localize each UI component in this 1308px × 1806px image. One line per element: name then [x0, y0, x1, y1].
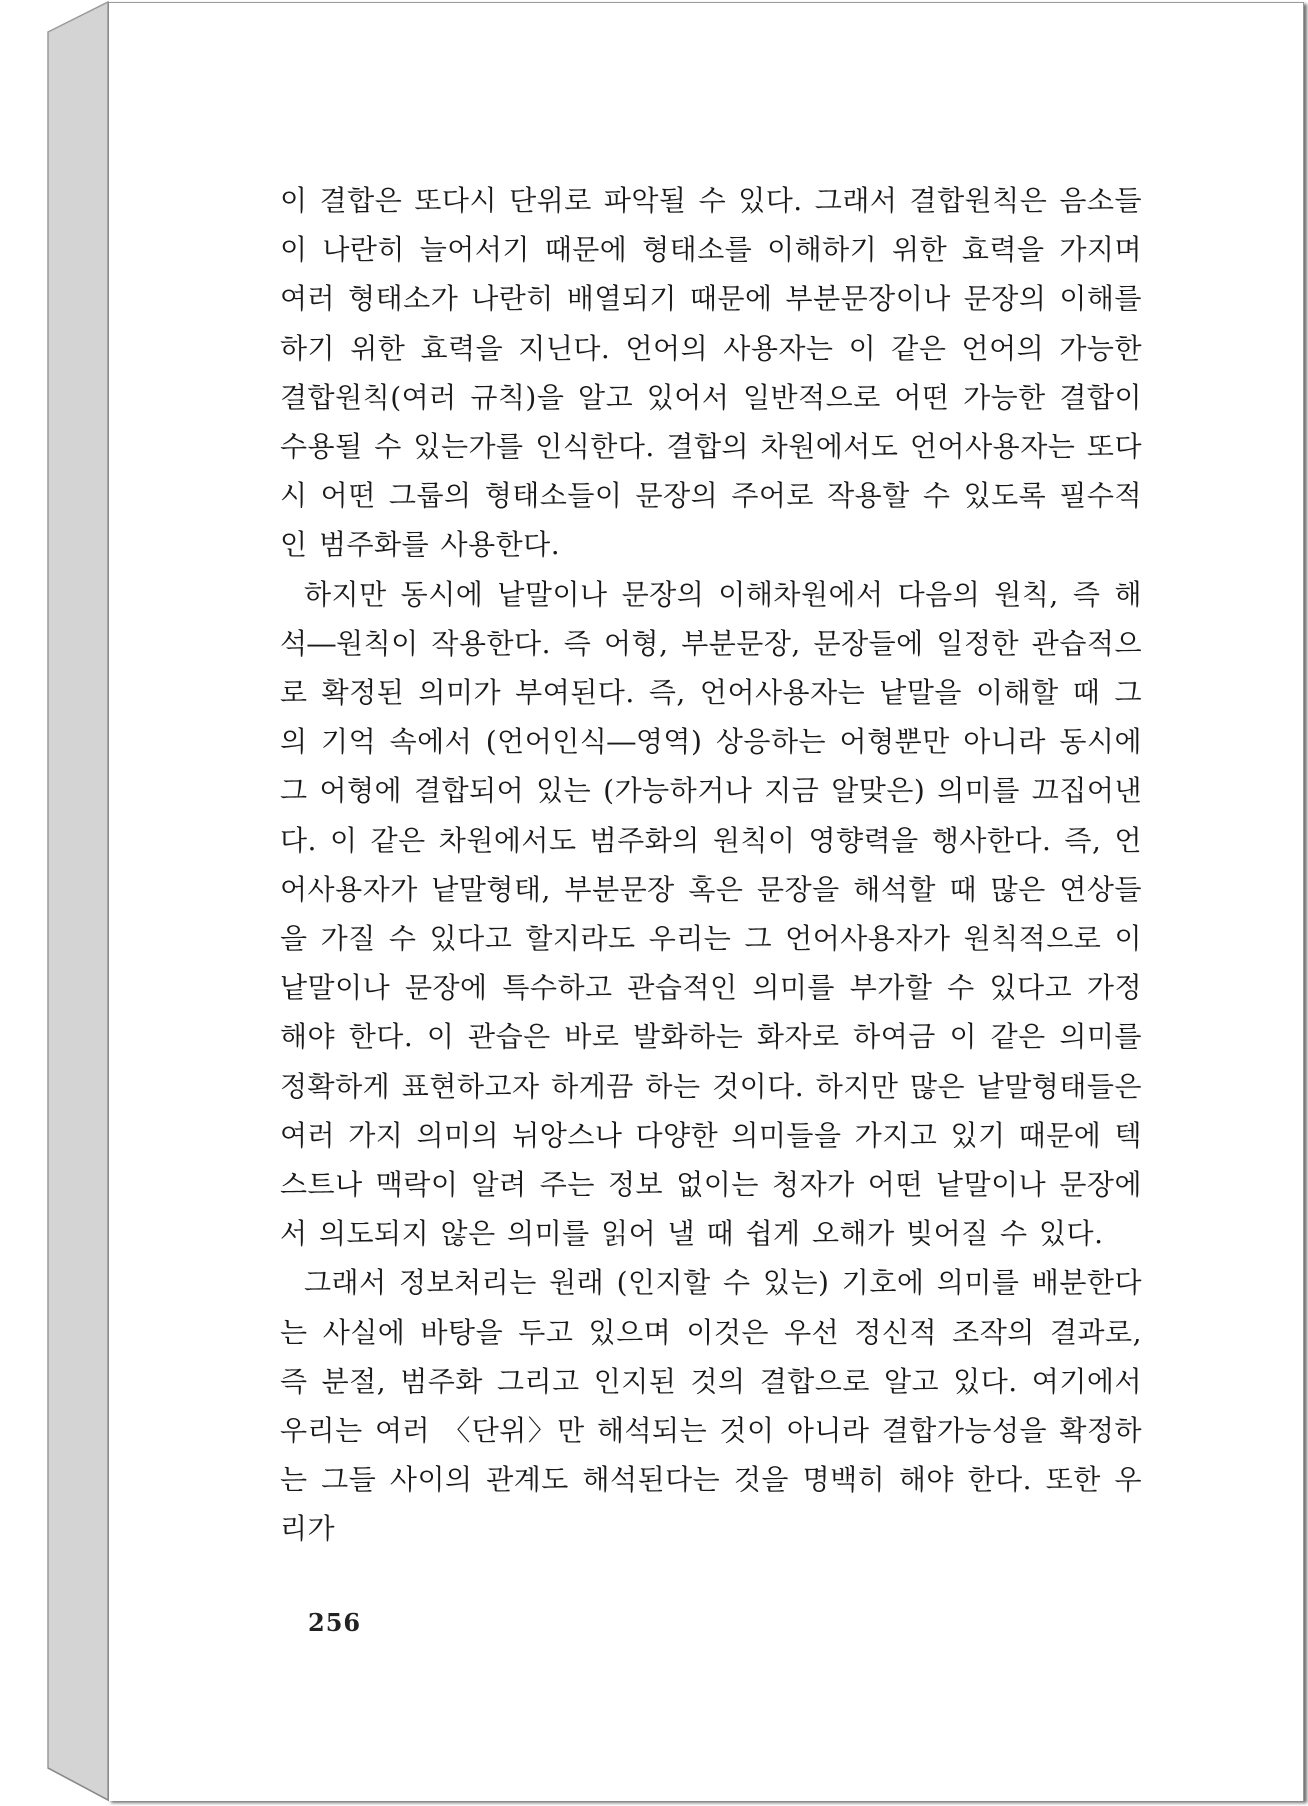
paragraph-3: 그래서 정보처리는 원래 (인지할 수 있는) 기호에 의미를 배분한다는 사실에 바탕을 두고 있으며 이것은 우선 정신적 조작의 결과로, 즉 분절, 범주화 그리고 인지된 것의 결합으로 알고 있다. 여기에서 우리는 여러 〈단위〉만 해석되는 것이 아니라 결합가능성을 확정하는 그들 사이의 관계도 해석된다는 것을 명백히 해야 한다. 또한 우리가 — [280, 1266, 1142, 1546]
spine-face — [48, 2, 108, 1800]
page-body — [280, 176, 1142, 1554]
paragraph-2: 하지만 동시에 낱말이나 문장의 이해차원에서 다음의 원칙, 즉 해석―원칙이 작용한다. 즉 어형, 부분문장, 문장들에 일정한 관습적으로 확정된 의미가 부여된다. 즉, 언어사용자는 낱말을 이해할 때 그의 기억 속에서 (언어인식―영역) 상응하는 어형뿐만 아니라 동시에 그 어형에 결합되어 있는 (가능하거나 지금 알맞은) 의미를 끄집어낸다. 이 같은 차원에서도 범주화의 원칙이 영향력을 행사한다. 즉, 언어사용자가 낱말형태, 부분문장 혹은 문장을 해석할 때 많은 연상들을 가질 수 있다고 할지라도 우리는 그 언어사용자가 원칙적으로 이 낱말이나 문장에 특수하고 관습적인 의미를 부가할 수 있다고 가정해야 한다. 이 관습은 바로 발화하는 화자로 하여금 이 같은 의미를 정확하게 표현하고자 하게끔 하는 것이다. 하지만 많은 낱말형태들은 여러 가지 의미의 뉘앙스나 다양한 의미들을 가지고 있기 때문에 텍스트나 맥락이 알려 주는 정보 없이는 청자가 어떤 낱말이나 문장에서 의도되지 않은 의미를 읽어 낼 때 쉽게 오해가 빚어질 수 있다. — [280, 577, 1142, 1251]
paragraph-1: 이 결합은 또다시 단위로 파악될 수 있다. 그래서 결합원칙은 음소들이 나란히 늘어서기 때문에 형태소를 이해하기 위한 효력을 가지며 여러 형태소가 나란히 배열되기 때문에 부분문장이나 문장의 이해를 하기 위한 효력을 지닌다. 언어의 사용자는 이 같은 언어의 가능한 결합원칙(여러 규칙)을 알고 있어서 일반적으로 어떤 가능한 결합이 수용될 수 있는가를 인식한다. 결합의 차원에서도 언어사용자는 또다시 어떤 그룹의 형태소들이 문장의 주어로 작용할 수 있도록 필수적인 범주화를 사용한다. — [280, 184, 1142, 562]
page-number: 256 — [308, 1608, 362, 1637]
